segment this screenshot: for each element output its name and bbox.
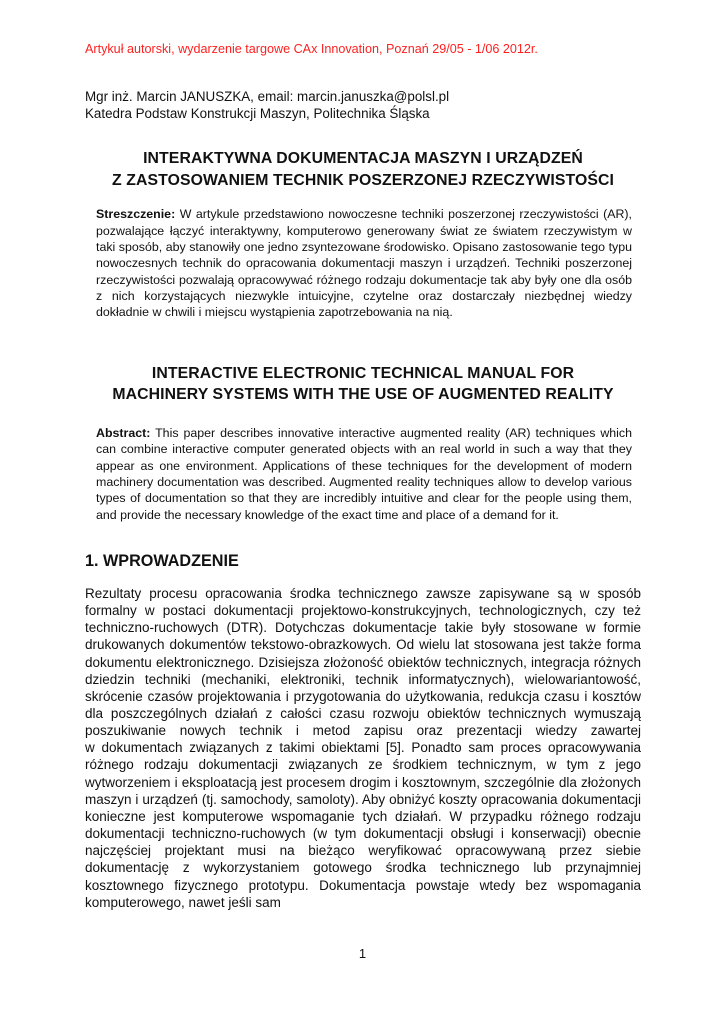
abstract-polish	[85, 206, 641, 320]
title-polish	[85, 148, 641, 191]
abstract-english-text: This paper describes innovative interactive augmented reality (AR) techniques which can combine interactive computer generated objects with an real world in such a way that they appear as one environment. Applications of these techniques for the development of modern machinery documentation was described. Augmented reality techniques allow to develop various types of documentation so that they are incredibly intuitive and clear for the people using them, and provide the necessary knowledge of the exact time and place of a demand for it.	[96, 425, 633, 522]
title-english-line1: INTERACTIVE ELECTRONIC TECHNICAL MANUAL FOR	[151, 364, 575, 382]
header-note: Artykuł autorski, wydarzenie targowe CAx Innovation, Poznań 29/05 - 1/06 2012r.	[85, 42, 538, 56]
body-paragraph: Rezultaty procesu opracowania środka technicznego zawsze zapisywane są w sposób formalny w postaci dokumentacji projektowo-konstrukcyjnych, technologicznych, czy też techniczno-ruchowych (DTR). Dotychczas dokumentacje takie były stosowane w formie drukowanych dokumentów tekstowo-obrazkowych. Od wielu lat stosowana jest także forma dokumentu elektronicznego. Dzisiejsza złożoność obiektów technicznych, integracja różnych dziedzin techniki (mechaniki, elektroniki, technik informatycznych), wielowariantowość, skrócenie czasów projektowania i przygotowania do użytkowania, redukcja czasu i kosztów dla poszczególnych działań z całości czasu rozwoju obiektów technicznych wymuszają poszukiwanie nowych technik i metod zapisu oraz prezentacji wiedzy zawartej w dokumentach związanych z takimi obiektami [5]. Ponadto sam proces opracowywania różnego rodzaju dokumentacji związanych ze środkiem technicznym, w tym z jego wytworzeniem i eksploatacją jest procesem drogim i kosztownym, szczególnie dla złożonych maszyn i urządzeń (tj. samochody, samoloty). Aby obniżyć koszty opracowania dokumentacji konieczne jest komputerowe wspomaganie tych działań. W przypadku różnego rodzaju dokumentacji techniczno-ruchowych (w tym dokumentacji obsługi i konserwacji) obecnie najczęściej projektant musi na bieżąco weryfikować opracowywaną przez siebie dokumentację z wykorzystaniem gotowego środka technicznego lub przynajmniej kosztownego fizycznego prototypu. Dokumentacja powstaje wtedy bez wspomagania komputerowego, nawet jeśli sam	[85, 585, 641, 910]
abstract-english	[85, 425, 641, 523]
section-heading-introduction: 1. WPROWADZENIE	[85, 551, 239, 570]
abstract-english-label: Abstract:	[96, 425, 151, 440]
abstract-polish-text: W artykule przedstawiono nowoczesne techniki poszerzonej rzeczywistości (AR), pozwalające łączyć interaktywny, komputerowo generowany świat ze światem rzeczywistym w taki sposób, aby stanowiły one jedno zsyntezowane środowisko. Opisano zastosowanie tego typu nowoczesnych technik do opracowania dokumentacji maszyn i urządzeń. Techniki poszerzonej rzeczywistości pozwalają opracowywać różnego rodzaju dokumentacje tak aby były one dla osób z nich korzystających niezwykle intuicyjne, czytelne oraz dostarczały niezbędnej wiedzy dokładnie w chwili i miejscu wystąpienia zapotrzebowania na nią.	[96, 207, 633, 320]
page-number: 1	[358, 946, 367, 961]
affiliation-line: Katedra Podstaw Konstrukcji Maszyn, Politechnika Śląska	[85, 106, 430, 122]
title-english-line2: MACHINERY SYSTEMS WITH THE USE OF AUGMENTED REALITY	[112, 386, 614, 404]
title-english	[85, 363, 641, 406]
abstract-polish-label: Streszczenie:	[96, 207, 176, 222]
author-block	[85, 88, 641, 122]
title-polish-line2: Z ZASTOSOWANIEM TECHNIK POSZERZONEJ RZECZYWISTOŚCI	[111, 171, 615, 189]
author-line: Mgr inż. Marcin JANUSZKA, email: marcin.januszka@polsl.pl	[85, 89, 450, 104]
title-polish-line1: INTERAKTYWNA DOKUMENTACJA MASZYN I URZĄDZEŃ	[143, 150, 583, 168]
